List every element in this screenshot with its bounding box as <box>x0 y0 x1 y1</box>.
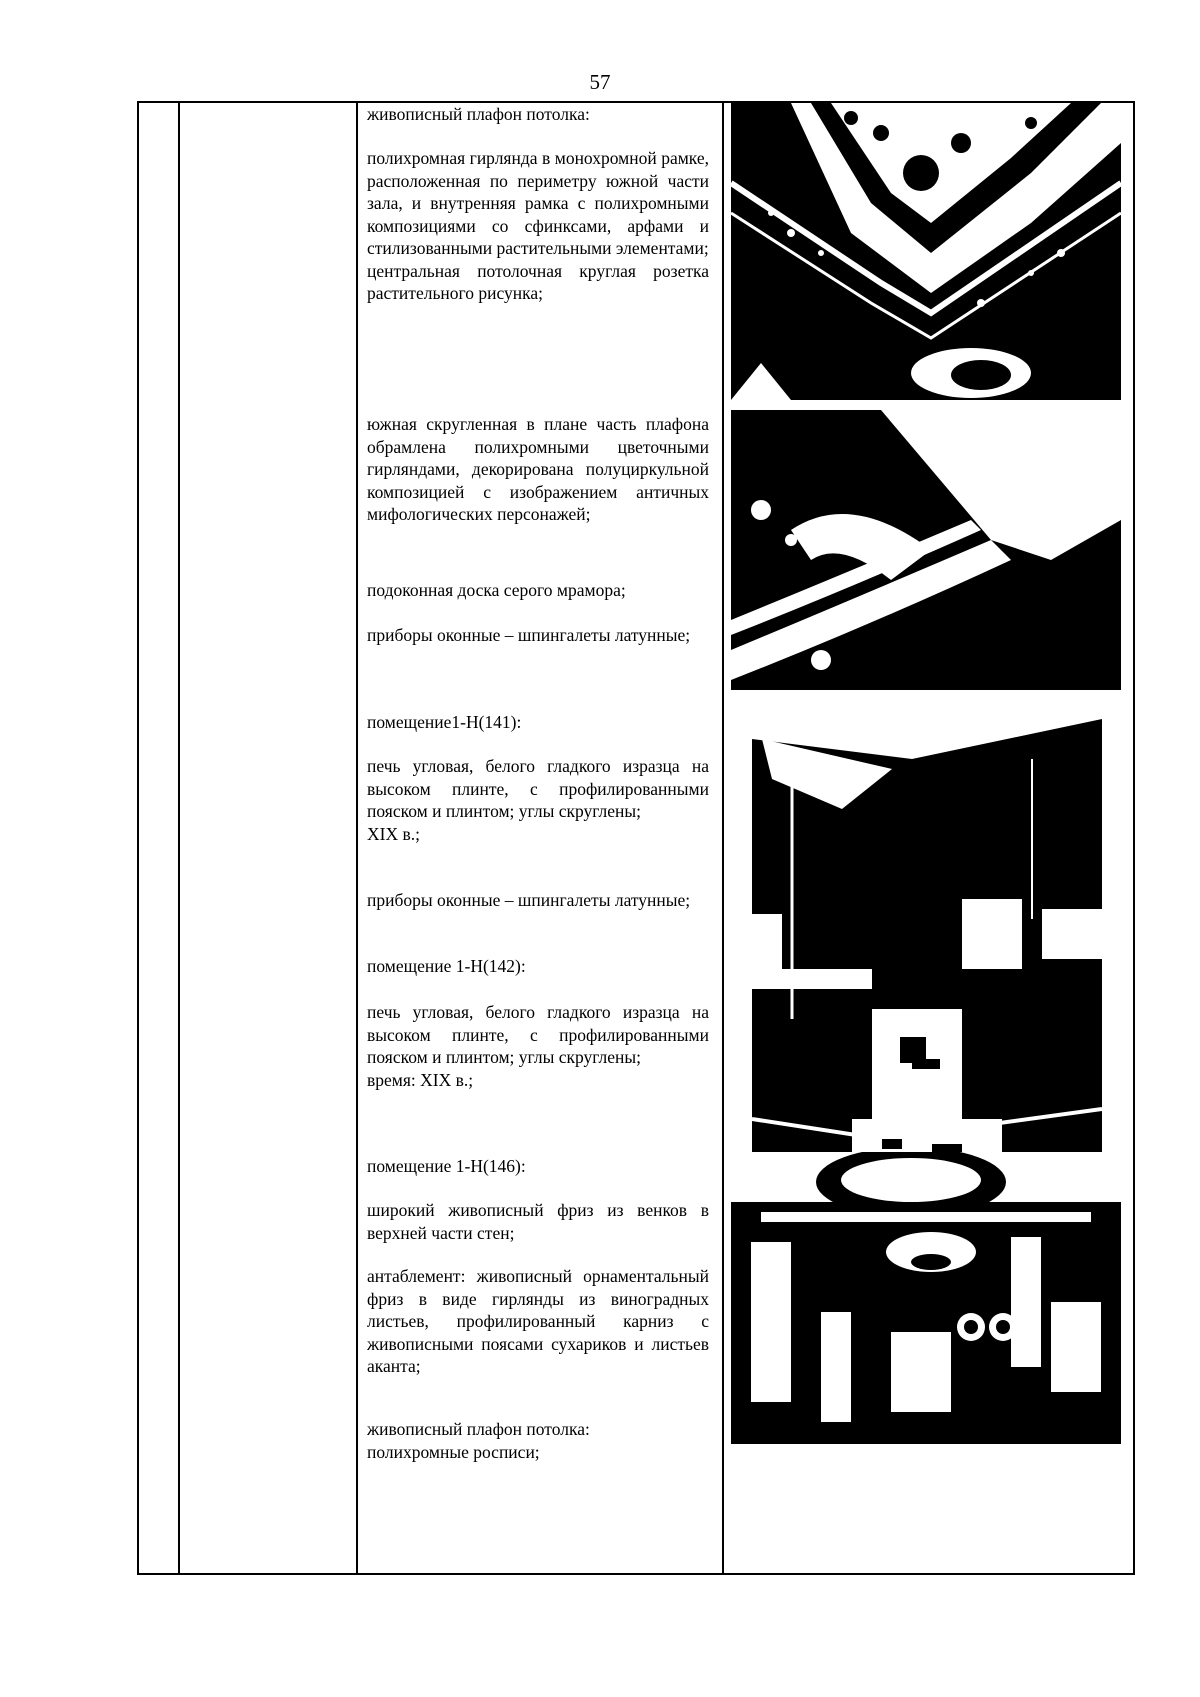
paragraph: живописный плафон потолка: <box>367 104 590 124</box>
paragraph: приборы оконные – шпингалеты латунные; <box>367 625 691 645</box>
paragraph: антаблемент: живописный орнаментальный фриз в виде гирлянды из виноградных листьев, профилированный карниз с живописными поясами сухариков и листьев аканта; <box>367 1266 709 1376</box>
table-frame <box>137 101 1135 1575</box>
text-block-garland <box>367 147 709 305</box>
text-block-entablature <box>367 1265 709 1378</box>
text-block-stove-141 <box>367 755 709 845</box>
paragraph: печь угловая, белого гладкого изразца на высоком плинте, с профилированными пояском и плинтом; углы скруглены; <box>367 1002 709 1067</box>
paragraph: широкий живописный фриз из венков в верхней части стен; <box>367 1200 709 1243</box>
text-block-south-part <box>367 413 709 526</box>
paragraph: живописный плафон потолка: <box>367 1419 590 1439</box>
paragraph: южная скругленная в плане часть плафона обрамлена полихромными цветочными гирляндами, декорирована полуциркульной композицией с изображением античных мифологических персонажей; <box>367 414 709 524</box>
photo-ceiling-south <box>731 410 1121 690</box>
paragraph: полихромные росписи; <box>367 1441 540 1462</box>
page-number: 57 <box>589 70 611 94</box>
text-block-room-146 <box>367 1155 709 1178</box>
paragraph: центральная потолочная круглая розетка растительного рисунка; <box>367 260 709 303</box>
text-block-windowsill <box>367 579 709 602</box>
text-block-ceiling-header <box>367 103 709 126</box>
photo-ceiling-corner <box>731 103 1121 400</box>
paragraph: помещение1-Н(141): <box>367 712 522 732</box>
text-block-ceiling-paintings <box>367 1418 709 1463</box>
paragraph: подоконная доска серого мрамора; <box>367 580 626 600</box>
text-block-room-142 <box>367 955 709 978</box>
text-block-room-141 <box>367 711 709 734</box>
photo-room-146 <box>731 1152 1121 1444</box>
text-block-window-hardware-1 <box>367 624 709 647</box>
column-divider-2 <box>356 103 358 1573</box>
paragraph: полихромная гирлянда в монохромной рамке, расположенная по периметру южной части зала, и внутренняя рамка с полихромными композициями со сфинксами, арфами и стилизованными растительными элементами; <box>367 148 709 258</box>
paragraph: XIX в.; <box>367 823 420 844</box>
paragraph: помещение 1-Н(146): <box>367 1156 526 1176</box>
paragraph: время: XIX в.; <box>367 1069 474 1090</box>
column-divider-3 <box>722 103 724 1573</box>
text-block-stove-142 <box>367 1001 709 1091</box>
column-divider-1 <box>178 103 180 1573</box>
text-block-frieze <box>367 1199 709 1244</box>
photo-stove-room-141 <box>752 699 1102 1169</box>
paragraph: приборы оконные – шпингалеты латунные; <box>367 890 691 910</box>
text-block-window-hardware-2 <box>367 889 709 912</box>
paragraph: печь угловая, белого гладкого изразца на высоком плинте, с профилированными пояском и плинтом; углы скруглены; <box>367 756 709 821</box>
paragraph: помещение 1-Н(142): <box>367 956 526 976</box>
